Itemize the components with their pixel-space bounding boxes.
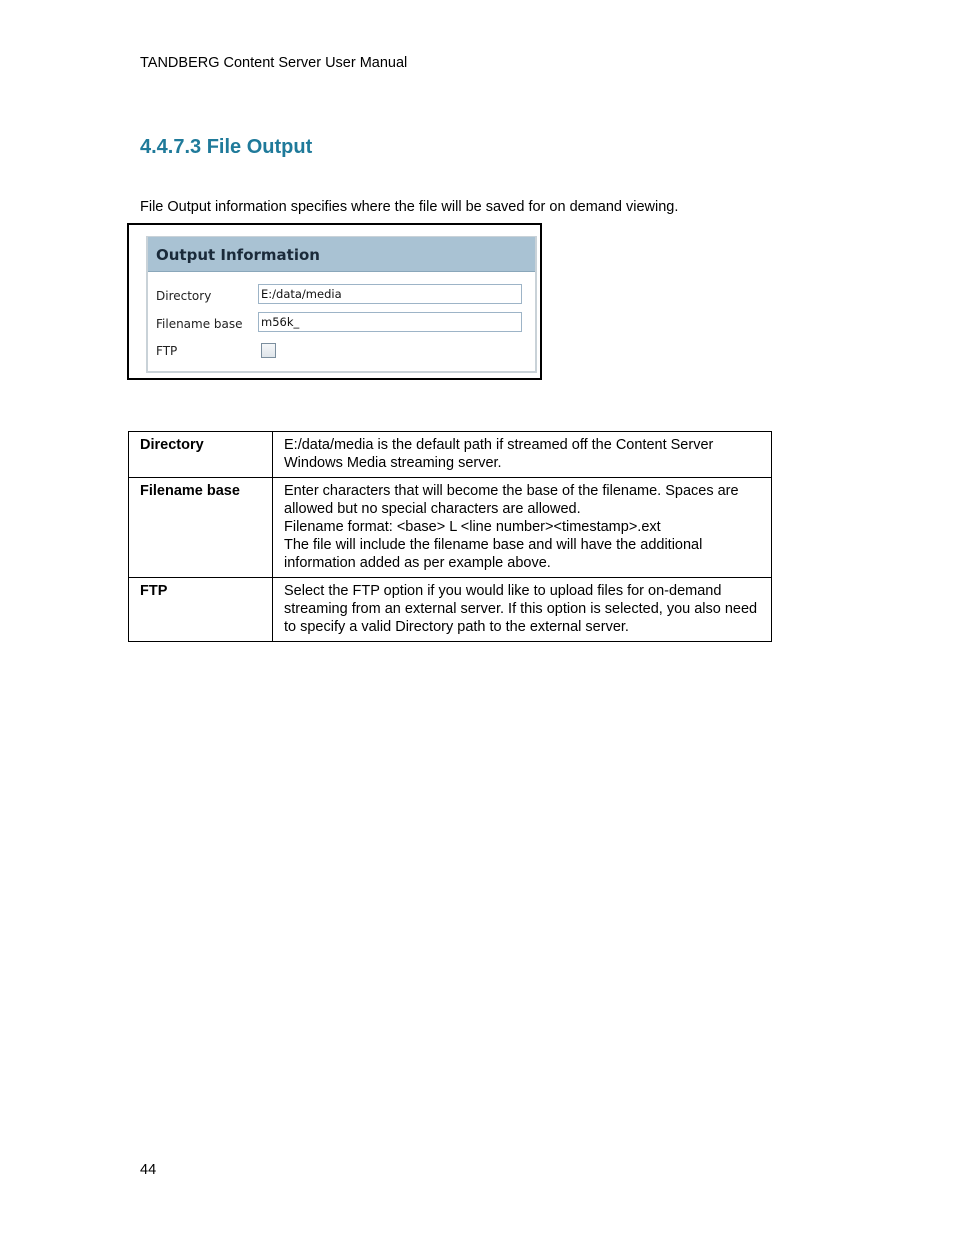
description-cell [273,578,772,642]
term-cell: Filename base [129,478,273,578]
panel-title: Output Information [156,246,320,264]
directory-label: Directory [156,289,212,303]
description-line: Filename format: <base> L <line number><timestamp>.ext [284,519,661,535]
description-cell [273,432,772,478]
table-row [129,578,772,642]
output-information-screenshot [127,223,542,380]
filename-base-input[interactable]: m56k_ [258,312,522,332]
field-description-table [128,431,772,642]
output-information-panel [146,236,537,373]
directory-input[interactable]: E:/data/media [258,284,522,304]
section-heading: 4.4.7.3 File Output [140,136,313,158]
ftp-checkbox[interactable] [261,343,276,358]
description-line: Select the FTP option if you would like to upload files for on-demand streaming from an external server. If this option is selected, you also need to specify a valid Directory path to the external server. [284,583,758,635]
description-line: Enter characters that will become the base of the filename. Spaces are allowed but no special characters are allowed. [284,483,739,517]
description-line: E:/data/media is the default path if streamed off the Content Server Windows Media streaming server. [284,437,714,471]
intro-paragraph: File Output information specifies where the file will be saved for on demand viewing. [140,199,679,215]
table-row [129,478,772,578]
table-row [129,432,772,478]
description-cell [273,478,772,578]
panel-header [148,237,535,272]
term-cell: Directory [129,432,273,478]
filename-base-label: Filename base [156,317,243,331]
running-header: TANDBERG Content Server User Manual [140,55,408,71]
ftp-label: FTP [156,344,178,358]
description-line: The file will include the filename base and will have the additional information added as per example above. [284,537,703,571]
term-cell: FTP [129,578,273,642]
page-number: 44 [140,1162,157,1178]
